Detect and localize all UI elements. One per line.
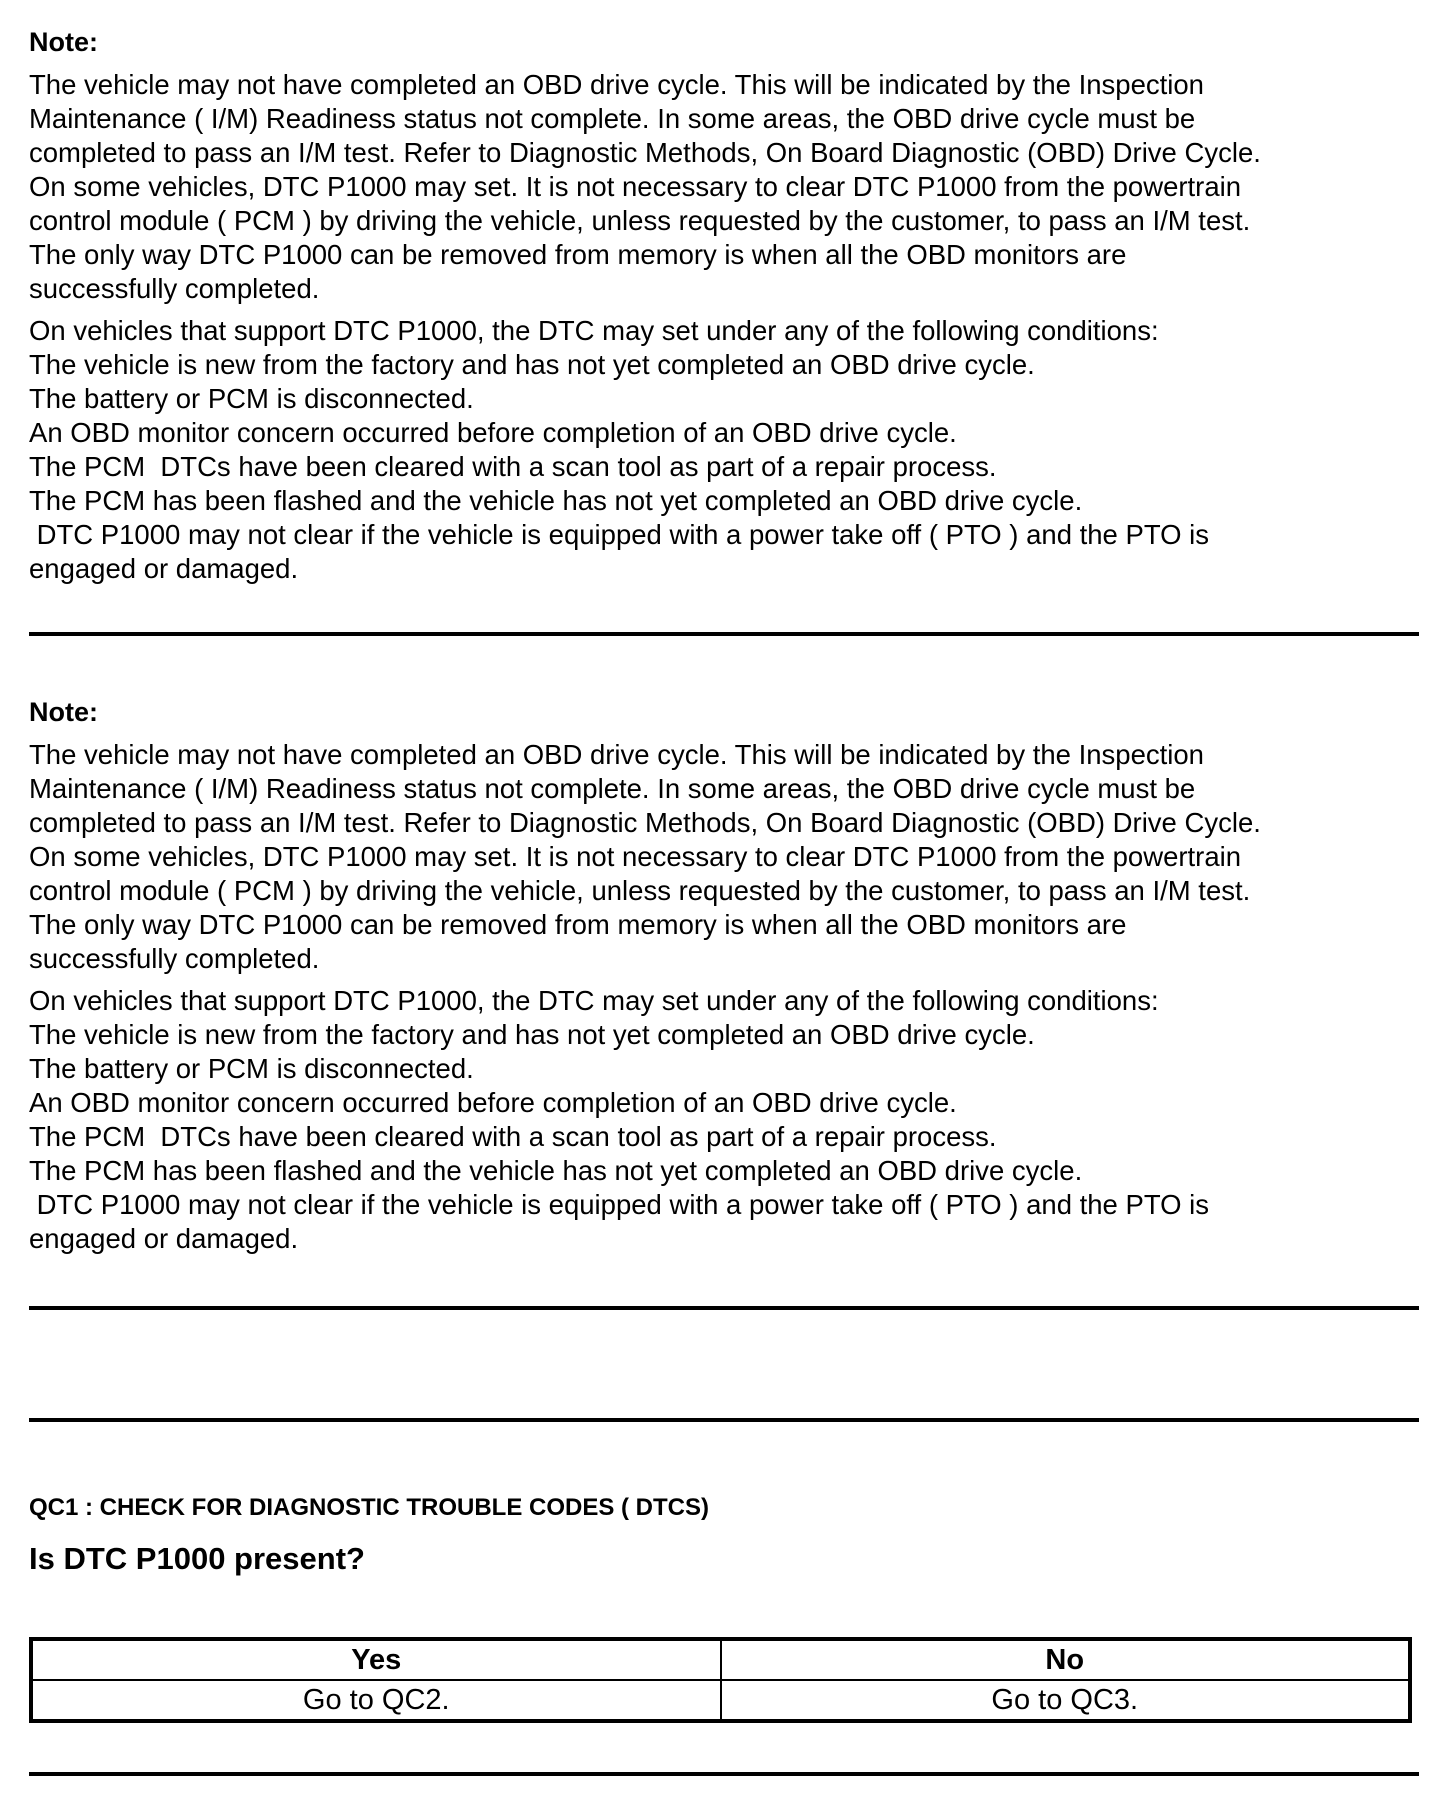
condition-item: An OBD monitor concern occurred before completion of an OBD drive cycle. (29, 417, 957, 448)
note-paragraph: The vehicle may not have completed an OBD drive cycle. This will be indicated by the Inspection Maintenance ( I/M) Readiness status not complete. In some areas, the OBD drive cycle must be completed to pass an I/M test. Refer to Diagnostic Methods, On Board Diagnostic (OBD) Drive Cycle. On some vehicles, DTC P1000 may set. It is not necessary to clear DTC P1000 from the powertrain control module ( PCM ) by driving the vehicle, unless requested by the customer, to pass an I/M test. The only way DTC P1000 can be removed from memory is when all the OBD monitors are successfully completed. (29, 739, 1261, 974)
conditions-intro: On vehicles that support DTC P1000, the DTC may set under any of the following conditions: (29, 315, 1159, 346)
qc1-heading: QC1 : CHECK FOR DIAGNOSTIC TROUBLE CODES ( DTCS) (29, 1494, 710, 1521)
note-block-1 (29, 26, 1419, 586)
condition-item: The PCM has been flashed and the vehicle has not yet completed an OBD drive cycle. (29, 485, 1083, 516)
condition-item: DTC P1000 may not clear if the vehicle is equipped with a power take off ( PTO ) and the PTO is engaged or damaged. (29, 519, 1210, 584)
note-block-2 (29, 696, 1419, 1256)
condition-item: The PCM has been flashed and the vehicle has not yet completed an OBD drive cycle. (29, 1155, 1083, 1186)
divider (29, 1418, 1419, 1422)
yes-action: Go to QC2. (31, 1680, 721, 1721)
no-header: No (721, 1639, 1411, 1680)
condition-item: The battery or PCM is disconnected. (29, 383, 474, 414)
no-action: Go to QC3. (721, 1680, 1411, 1721)
divider (29, 1306, 1419, 1310)
condition-item: The vehicle is new from the factory and has not yet completed an OBD drive cycle. (29, 1019, 1035, 1050)
qc1-answer-table (29, 1637, 1412, 1723)
condition-item: The PCM DTCs have been cleared with a scan tool as part of a repair process. (29, 451, 997, 482)
condition-item: DTC P1000 may not clear if the vehicle is equipped with a power take off ( PTO ) and the PTO is engaged or damaged. (29, 1189, 1210, 1254)
divider (29, 632, 1419, 636)
condition-item: The PCM DTCs have been cleared with a scan tool as part of a repair process. (29, 1121, 997, 1152)
note-paragraph: The vehicle may not have completed an OBD drive cycle. This will be indicated by the Inspection Maintenance ( I/M) Readiness status not complete. In some areas, the OBD drive cycle must be completed to pass an I/M test. Refer to Diagnostic Methods, On Board Diagnostic (OBD) Drive Cycle. On some vehicles, DTC P1000 may set. It is not necessary to clear DTC P1000 from the powertrain control module ( PCM ) by driving the vehicle, unless requested by the customer, to pass an I/M test. The only way DTC P1000 can be removed from memory is when all the OBD monitors are successfully completed. (29, 69, 1261, 304)
condition-item: An OBD monitor concern occurred before completion of an OBD drive cycle. (29, 1087, 957, 1118)
note-label: Note: (29, 27, 98, 57)
conditions-intro: On vehicles that support DTC P1000, the DTC may set under any of the following conditions: (29, 985, 1159, 1016)
condition-item: The battery or PCM is disconnected. (29, 1053, 474, 1084)
table-header-row (31, 1639, 1410, 1680)
table-row (31, 1680, 1410, 1721)
divider (29, 1772, 1419, 1776)
yes-header: Yes (31, 1639, 721, 1680)
condition-item: The vehicle is new from the factory and has not yet completed an OBD drive cycle. (29, 349, 1035, 380)
note-label: Note: (29, 697, 98, 727)
qc1-question: Is DTC P1000 present? (29, 1541, 365, 1576)
